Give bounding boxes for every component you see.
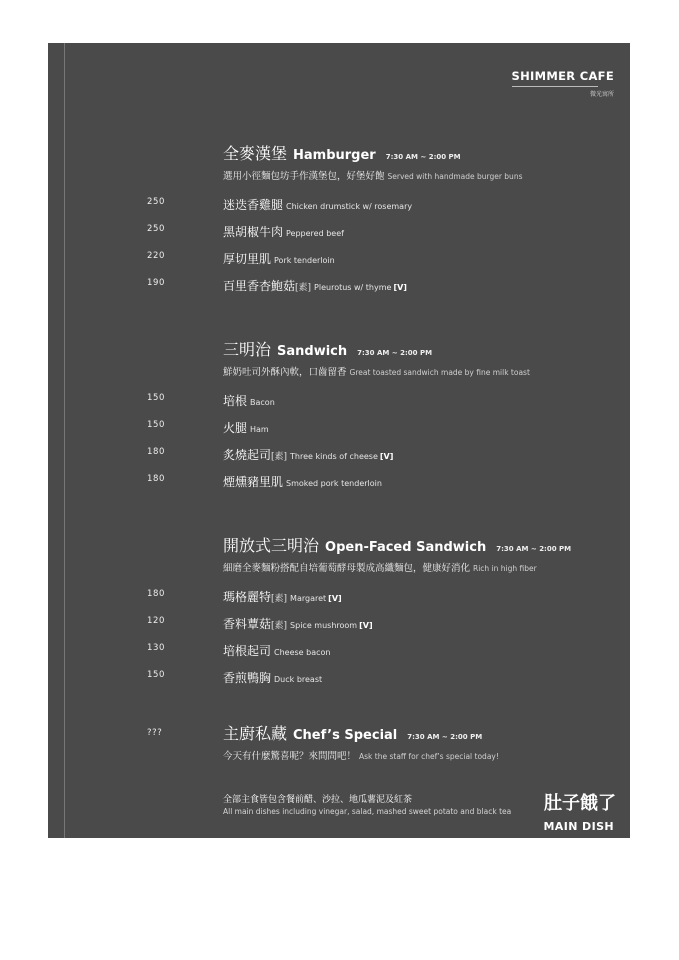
section-title-zh: 主廚私藏: [223, 724, 288, 743]
section-title-en: Hamburger: [293, 148, 376, 163]
menu-item: [48, 194, 630, 210]
item-price: 120: [147, 616, 166, 626]
item-name-zh: 瑪格麗特: [223, 590, 272, 604]
section-time: 7:30 AM ~ 2:00 PM: [357, 349, 433, 357]
item-name-en: Cheese bacon: [274, 648, 331, 657]
brand-subtitle: 微光寓所: [589, 91, 614, 98]
item-name-en: Ham: [250, 425, 269, 434]
item-name-en: Three kinds of cheese: [290, 452, 378, 461]
item-name-zh: 培根: [223, 394, 248, 408]
item-name-en: Duck breast: [274, 675, 323, 684]
section-title-zh: 全麥漢堡: [223, 144, 288, 163]
item-name-en: Pleurotus w/ thyme: [314, 283, 392, 292]
footer-note-en: All main dishes including vinegar, salad, mashed sweet potato and black tea: [223, 807, 512, 816]
section-desc-zh: 細磨全麥麵粉搭配自培葡萄酵母製成高纖麵包，健康好消化: [223, 563, 471, 574]
menu-item: [48, 390, 630, 406]
item-name-zh: 香料蕈菇: [223, 617, 272, 631]
item-price: 250: [147, 224, 166, 234]
menu-item: [48, 417, 630, 433]
section-title-zh: 開放式三明治: [223, 536, 320, 555]
menu-item: [48, 586, 630, 602]
item-name-en: Spice mushroom: [290, 621, 358, 630]
section-open-faced-header: [223, 533, 571, 574]
item-name-en: Margaret: [290, 594, 327, 603]
section-hamburger-header: [223, 141, 522, 182]
section-desc-zh: 選用小徑麵包坊手作漢堡包，好堡好飽: [223, 171, 385, 182]
item-name-zh: 火腿: [223, 421, 248, 435]
item-name-zh: 厚切里肌: [223, 252, 272, 266]
menu-page: [48, 43, 630, 838]
item-name-zh: 香煎鴨胸: [223, 671, 272, 685]
section-desc-en: Rich in high fiber: [473, 564, 537, 573]
vegan-mark: [V]: [359, 621, 373, 630]
section-time: 7:30 AM ~ 2:00 PM: [407, 733, 483, 741]
menu-item: [48, 471, 630, 487]
item-price: 130: [147, 643, 166, 653]
item-name-zh: 黑胡椒牛肉: [223, 225, 284, 239]
footer-note: [223, 792, 511, 816]
section-time: 7:30 AM ~ 2:00 PM: [385, 153, 461, 161]
vegan-mark: [V]: [328, 594, 342, 603]
vegetarian-tag: [素]: [271, 452, 288, 462]
vegetarian-tag: [素]: [295, 283, 312, 293]
menu-item: [48, 613, 630, 629]
brand-rule: [512, 86, 598, 87]
item-price: 150: [147, 420, 166, 430]
item-price: 250: [147, 197, 166, 207]
item-price: 190: [147, 278, 166, 288]
menu-item: [48, 667, 630, 683]
section-title-zh: 三明治: [223, 340, 272, 359]
item-name-en: Pork tenderloin: [274, 256, 335, 265]
section-description: [223, 560, 571, 574]
vegan-mark: [V]: [379, 452, 394, 461]
section-sandwich-header: [223, 337, 530, 378]
item-name-en: Chicken drumstick w/ rosemary: [286, 202, 413, 211]
item-name-en: Smoked pork tenderloin: [286, 479, 382, 488]
section-time: 7:30 AM ~ 2:00 PM: [496, 545, 572, 553]
brand-logo: [512, 69, 614, 98]
item-name-zh: 炙燒起司: [223, 448, 272, 462]
brand-name: SHIMMER CAFE: [511, 69, 614, 83]
section-desc-zh: 今天有什麼驚喜呢？來問問吧！: [223, 751, 357, 762]
item-name-zh: 培根起司: [223, 644, 272, 658]
menu-item: [48, 640, 630, 656]
vegetarian-tag: [素]: [271, 594, 288, 604]
item-name-en: Peppered beef: [286, 229, 344, 238]
left-divider-line: [64, 43, 65, 838]
section-description: [223, 364, 530, 378]
item-price: 150: [147, 670, 166, 680]
section-desc-en: Served with handmade burger buns: [387, 172, 523, 181]
section-desc-en: Great toasted sandwich made by fine milk toast: [349, 368, 530, 377]
menu-item: [48, 275, 630, 291]
section-title-en: Sandwich: [277, 344, 348, 359]
main-dish-title-en: MAIN DISH: [543, 820, 614, 833]
menu-item: [48, 444, 630, 460]
section-description: [223, 168, 522, 182]
menu-item: [48, 221, 630, 237]
menu-item: [48, 248, 630, 264]
item-name-zh: 迷迭香雞腿: [223, 198, 284, 212]
item-price: 180: [147, 589, 166, 599]
item-name-zh: 煙燻豬里肌: [223, 475, 284, 489]
section-title-en: Chef’s Special: [293, 728, 398, 743]
item-price: 180: [147, 474, 166, 484]
vegetarian-tag: [素]: [271, 621, 288, 631]
section-chef-special-header: [223, 721, 499, 762]
footer-note-zh: 全部主食皆包含餐前醋、沙拉、地瓜薯泥及紅茶: [223, 795, 413, 805]
main-dish-title-zh: 肚子餓了: [544, 793, 616, 814]
section-desc-zh: 鮮奶吐司外酥內軟，口齒留香: [223, 367, 347, 378]
section-desc-en: Ask the staff for chef’s special today!: [359, 752, 499, 761]
item-price: 180: [147, 447, 166, 457]
item-name-zh: 百里香杏鮑菇: [223, 279, 296, 293]
section-description: [223, 748, 499, 762]
chef-special-price: ???: [147, 728, 163, 738]
section-title-en: Open-Faced Sandwich: [325, 540, 487, 555]
item-name-en: Bacon: [250, 398, 275, 407]
vegan-mark: [V]: [393, 283, 407, 292]
item-price: 220: [147, 251, 166, 261]
item-price: 150: [147, 393, 166, 403]
